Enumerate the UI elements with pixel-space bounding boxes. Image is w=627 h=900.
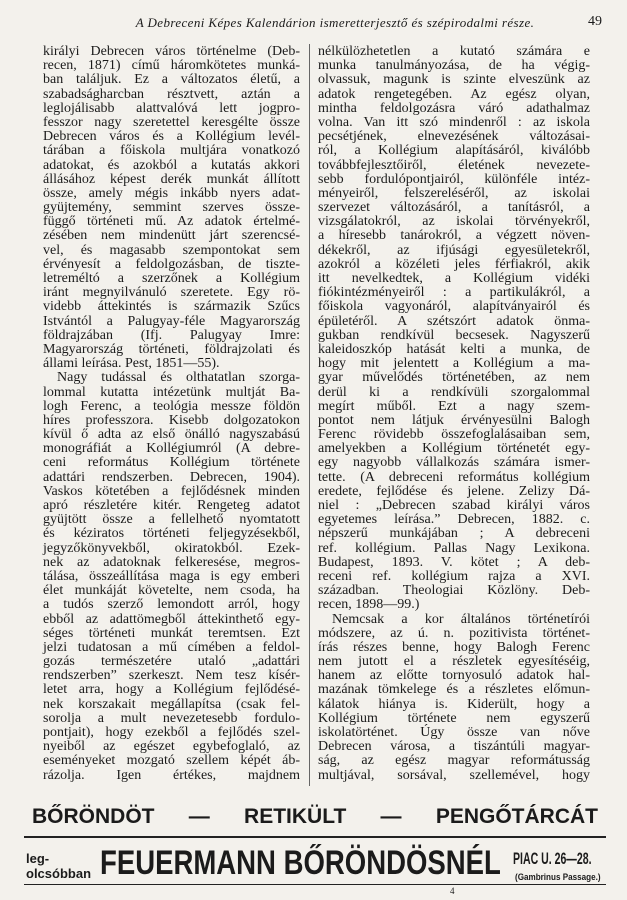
text-line: állami leírása. Pest, 1851—55).	[43, 356, 220, 372]
text-line: multjával, sorsával, szellemével, hogy	[318, 767, 590, 783]
text-line: ebből az adattömegből áttekinthető egy-	[43, 611, 300, 627]
text-line: adatok rengetegében. Az egész olyan,	[318, 86, 590, 102]
text-line: nélkülözhetetlen a kutató számára e	[318, 44, 590, 59]
text-line: recen, 1898—99.)	[318, 597, 420, 613]
text-line: jelzi tudatosan a mű címében a feldol-	[43, 639, 300, 655]
text-line: függő történeti mű. Az adatok értelmé-	[43, 214, 300, 230]
running-title: A Debreceni Képes Kalendárion ismeretterjesztő és szépirodalmi része.	[135, 15, 535, 30]
text-line: munka tanulmányozása, de ha végig-	[318, 58, 590, 74]
column-divider	[309, 44, 310, 786]
text-line: földrajzában (Ifj. Palugyay Imre:	[43, 327, 300, 343]
text-line: rendszerben” szerkeszt. Nem tesz kísér-	[43, 668, 300, 684]
text-line: ceni református Kollégium története	[43, 455, 300, 471]
ad-address-note: (Gambrinus Passage.)	[515, 872, 601, 882]
text-line: Vaskos kötetében a fejlődésnek minden	[43, 483, 300, 499]
text-line: eseményeket mozgató szellem képét áb-	[43, 753, 300, 769]
text-line: épületéről. A szétszórt adatok önma-	[318, 313, 590, 329]
text-line: monográfiát a Kollégiumról (A debre-	[43, 441, 300, 457]
text-line: Magyarország történeti, földrajzolati és	[43, 341, 300, 357]
text-line: híres professzora. Kisebb dolgozatokon	[43, 412, 300, 428]
text-line: vizsgálatokról, az iskolai törvényekről,	[318, 214, 590, 230]
text-line: fesszor nagy szeretettel keresgélte össze	[43, 114, 300, 130]
ad-rule-bottom	[24, 884, 606, 885]
text-line: itt nevelkedtek, a Kollégium vidéki	[318, 271, 590, 286]
text-line: hanem az előtte tornyosuló adatok hal-	[318, 668, 590, 684]
text-line: a tudós szerző lemondott arról, hogy	[43, 597, 300, 613]
text-line: sorolja a mult nevezetesebb fordulo-	[43, 710, 300, 726]
text-line: olvassuk, magunk is szinte elveszünk az	[318, 72, 590, 88]
ad-prefix	[26, 851, 91, 881]
text-line: megírt műből. Ezt a nagy szem-	[318, 398, 590, 414]
text-line: ban találjuk. Ez a változatos életű, a	[43, 72, 300, 88]
text-line: tálása, összeállítása maga is egy emberi	[43, 568, 300, 584]
text-line: iskolatörténet. Úgy össze van nőve	[318, 725, 590, 740]
text-line: lommal kutatta intézetünk multját Ba-	[43, 384, 300, 400]
text-line: gyar művelődés történetében, az nem	[318, 370, 590, 386]
text-line: Debrecen városa, a tiszántúli magyar-	[318, 739, 590, 755]
text-line: kálatok hiánya is. Kiderült, hogy a	[318, 696, 590, 712]
text-line: gyüjtemény, semmint szerves össze-	[43, 200, 300, 216]
text-line: hogy mit jelentett a Kollégium a ma-	[318, 356, 590, 372]
text-line: ref. kollégium. Pallas Nagy Lexikona.	[318, 540, 590, 556]
text-line: rázolja. Igen értékes, majdnem	[43, 767, 300, 783]
text-line: videbb áttekintés is származik Szűcs	[43, 299, 300, 315]
ad-headline: BŐRÖNDÖT — RETIKÜLT — PENGŐTÁRCÁT	[32, 805, 598, 828]
text-line: amelyekben a Kollégium történetét egy-	[318, 441, 590, 457]
text-line: kívül ő adta az első önálló nagyszabású	[43, 427, 300, 443]
text-line: népszerű munkájában ; A debreceni	[318, 526, 590, 542]
text-line: eredete, fejlődése és jelene. Zelizy Dá-	[318, 483, 590, 499]
text-line: században. Theologiai Közlöny. Deb-	[318, 583, 590, 599]
text-line: módszere, az ú. n. pozitivista történet-	[318, 625, 590, 641]
text-line: írás részes benne, hogy Balogh Ferenc	[318, 639, 590, 655]
text-line: szabadságharcban résztvett, aztán a	[43, 86, 300, 102]
text-line: tárában a főiskola multjára vonatkozó	[43, 143, 300, 159]
ad-address: PIAC U. 26—28.	[513, 849, 592, 868]
text-line: Nagy tudással és olthatatlan szorga-	[57, 370, 300, 386]
printer-mark: 4	[450, 886, 455, 896]
text-line: apró részletére kitér. Rengeteg adatot	[43, 498, 300, 513]
text-line: mazának tömkelege és a részletes előmun-	[318, 682, 590, 698]
ad-shop-name: FEUERMANN BŐRÖNDÖSNÉL	[100, 844, 501, 882]
ad-prefix-line1: leg-	[26, 851, 50, 866]
text-line: egyetemes leírása.” Debrecen, 1882. c.	[318, 512, 590, 528]
text-line: a híresebb tanárokról, a végzett növen-	[318, 228, 590, 244]
text-line: nek az adatoknak felkeresése, megros-	[43, 554, 300, 570]
text-line: ményeiről, felszereléséről, az iskolai	[318, 185, 590, 201]
left-column	[43, 45, 300, 783]
text-line: Nemcsak a kor általános történetírói	[332, 611, 590, 627]
text-line: azokról a közéleti jeles férfiakról, akik	[318, 256, 590, 272]
text-line: fiókintézményeiről : a partikulákról, a	[318, 285, 590, 301]
text-line: királyi Debrecen város történelme (Deb-	[43, 44, 300, 59]
text-line: mintha feldolgozásra váró adathalmaz	[318, 100, 590, 116]
text-line: iránt megnyilvánuló szeretete. Egy rö-	[43, 285, 300, 301]
text-line: niel : „Debrecen szabad királyi város	[318, 498, 590, 513]
text-line: tette. (A debreceni református kollégium	[318, 469, 590, 485]
text-line: szervezet változásáról, a tanításról, a	[318, 200, 590, 216]
text-line: zésében nem mindenütt járt szerencsé-	[43, 228, 300, 244]
text-line: ság, az egész magyar reformátusság	[318, 753, 590, 769]
text-line: gyüjtött össze a fellelhető nyomtatott	[43, 512, 300, 528]
text-line: recen, 1871) című háromkötetes munká-	[43, 58, 300, 74]
text-line: Ferenc rövidebb összefoglalásaiban sem,	[318, 427, 590, 443]
text-line: adatokat, és azokból a kutatás akkori	[43, 157, 300, 173]
text-line: volna. Van itt szó mindenről : az iskola	[318, 114, 590, 130]
text-line: logh Ferenc, a teológia messze földön	[43, 398, 300, 414]
text-line: sebb fordulópontjairól, különféle intéz-	[318, 171, 590, 187]
page-number: 49	[588, 14, 602, 29]
text-line: és kéziratos történeti feljegyzésekből,	[43, 526, 300, 542]
text-line: jegyzőkönyvekből, okiratokból. Ezek-	[43, 540, 300, 556]
text-line: receni ref. kollégium rajza a XVI.	[318, 568, 590, 584]
text-line: egy nagyobb vállalkozás számára ismer-	[318, 455, 590, 471]
text-line: letreméltó a szerzőnek a Kollégium	[43, 271, 300, 286]
text-line: nyeiből az egészet egybefoglaló, az	[43, 739, 300, 755]
text-line: pecsétjének, elnevezésének változásai-	[318, 129, 590, 145]
ad-prefix-line2: olcsóbban	[26, 866, 92, 881]
text-line: élet munkáját követelte, nem csoda, ha	[43, 583, 300, 599]
text-line: pontjait), hogy ezekből a fejlődés szel-	[43, 725, 300, 740]
right-column	[318, 45, 590, 783]
text-line: leglojálisabb alattvalóvá lett jogpro-	[43, 100, 300, 116]
text-line: séges történeti munkát teremtsen. Ezt	[43, 625, 300, 641]
ad-rule-top	[24, 836, 606, 838]
text-line: gukban rendkívül becsesek. Nagyszerű	[318, 327, 590, 343]
text-line: Debrecen város és a Kollégium levél-	[43, 129, 300, 145]
text-line: főiskola vagyonáról, alapítványairól és	[318, 299, 590, 315]
text-line: pontot nem látjuk érvényesülni Balogh	[318, 412, 590, 428]
text-line: Kollégium története nem egyszerű	[318, 710, 590, 726]
text-line: nek korszakait megállapítsa (csak fel-	[43, 696, 300, 712]
text-line: dékekről, az ifjúsági egyesületekről,	[318, 242, 590, 258]
text-line: vel, és magasabb szempontokat sem	[43, 242, 300, 258]
text-line: kaleidoszkóp hatását kelti a munka, de	[318, 341, 590, 357]
text-line: gozás természetére utaló „adattári	[43, 654, 300, 670]
text-line: állásához képest derék munkát állított	[43, 171, 300, 187]
text-line: érvényesít a feldolgozásban, de tiszte-	[43, 256, 300, 272]
text-line: Budapest, 1893. V. kötet ; A deb-	[318, 554, 590, 570]
text-line: össze, amely mégis inkább nyers adat-	[43, 185, 300, 201]
text-line: nem jutott el a részletek egyesítéséig,	[318, 654, 590, 670]
text-line: ról, a Kollégium alapításáról, kiválóbb	[318, 143, 590, 159]
text-line: derül ki a rendkívüli szorgalommal	[318, 384, 590, 400]
text-line: Istvántól a Palugyay-féle Magyarország	[43, 313, 300, 329]
text-line: továbbfejlesztőiről, életének nevezete-	[318, 157, 590, 173]
text-line: letet arra, hogy a Kollégium fejlődésé-	[43, 682, 300, 698]
text-line: adattári rendszerben. Debrecen, 1904).	[43, 469, 300, 485]
